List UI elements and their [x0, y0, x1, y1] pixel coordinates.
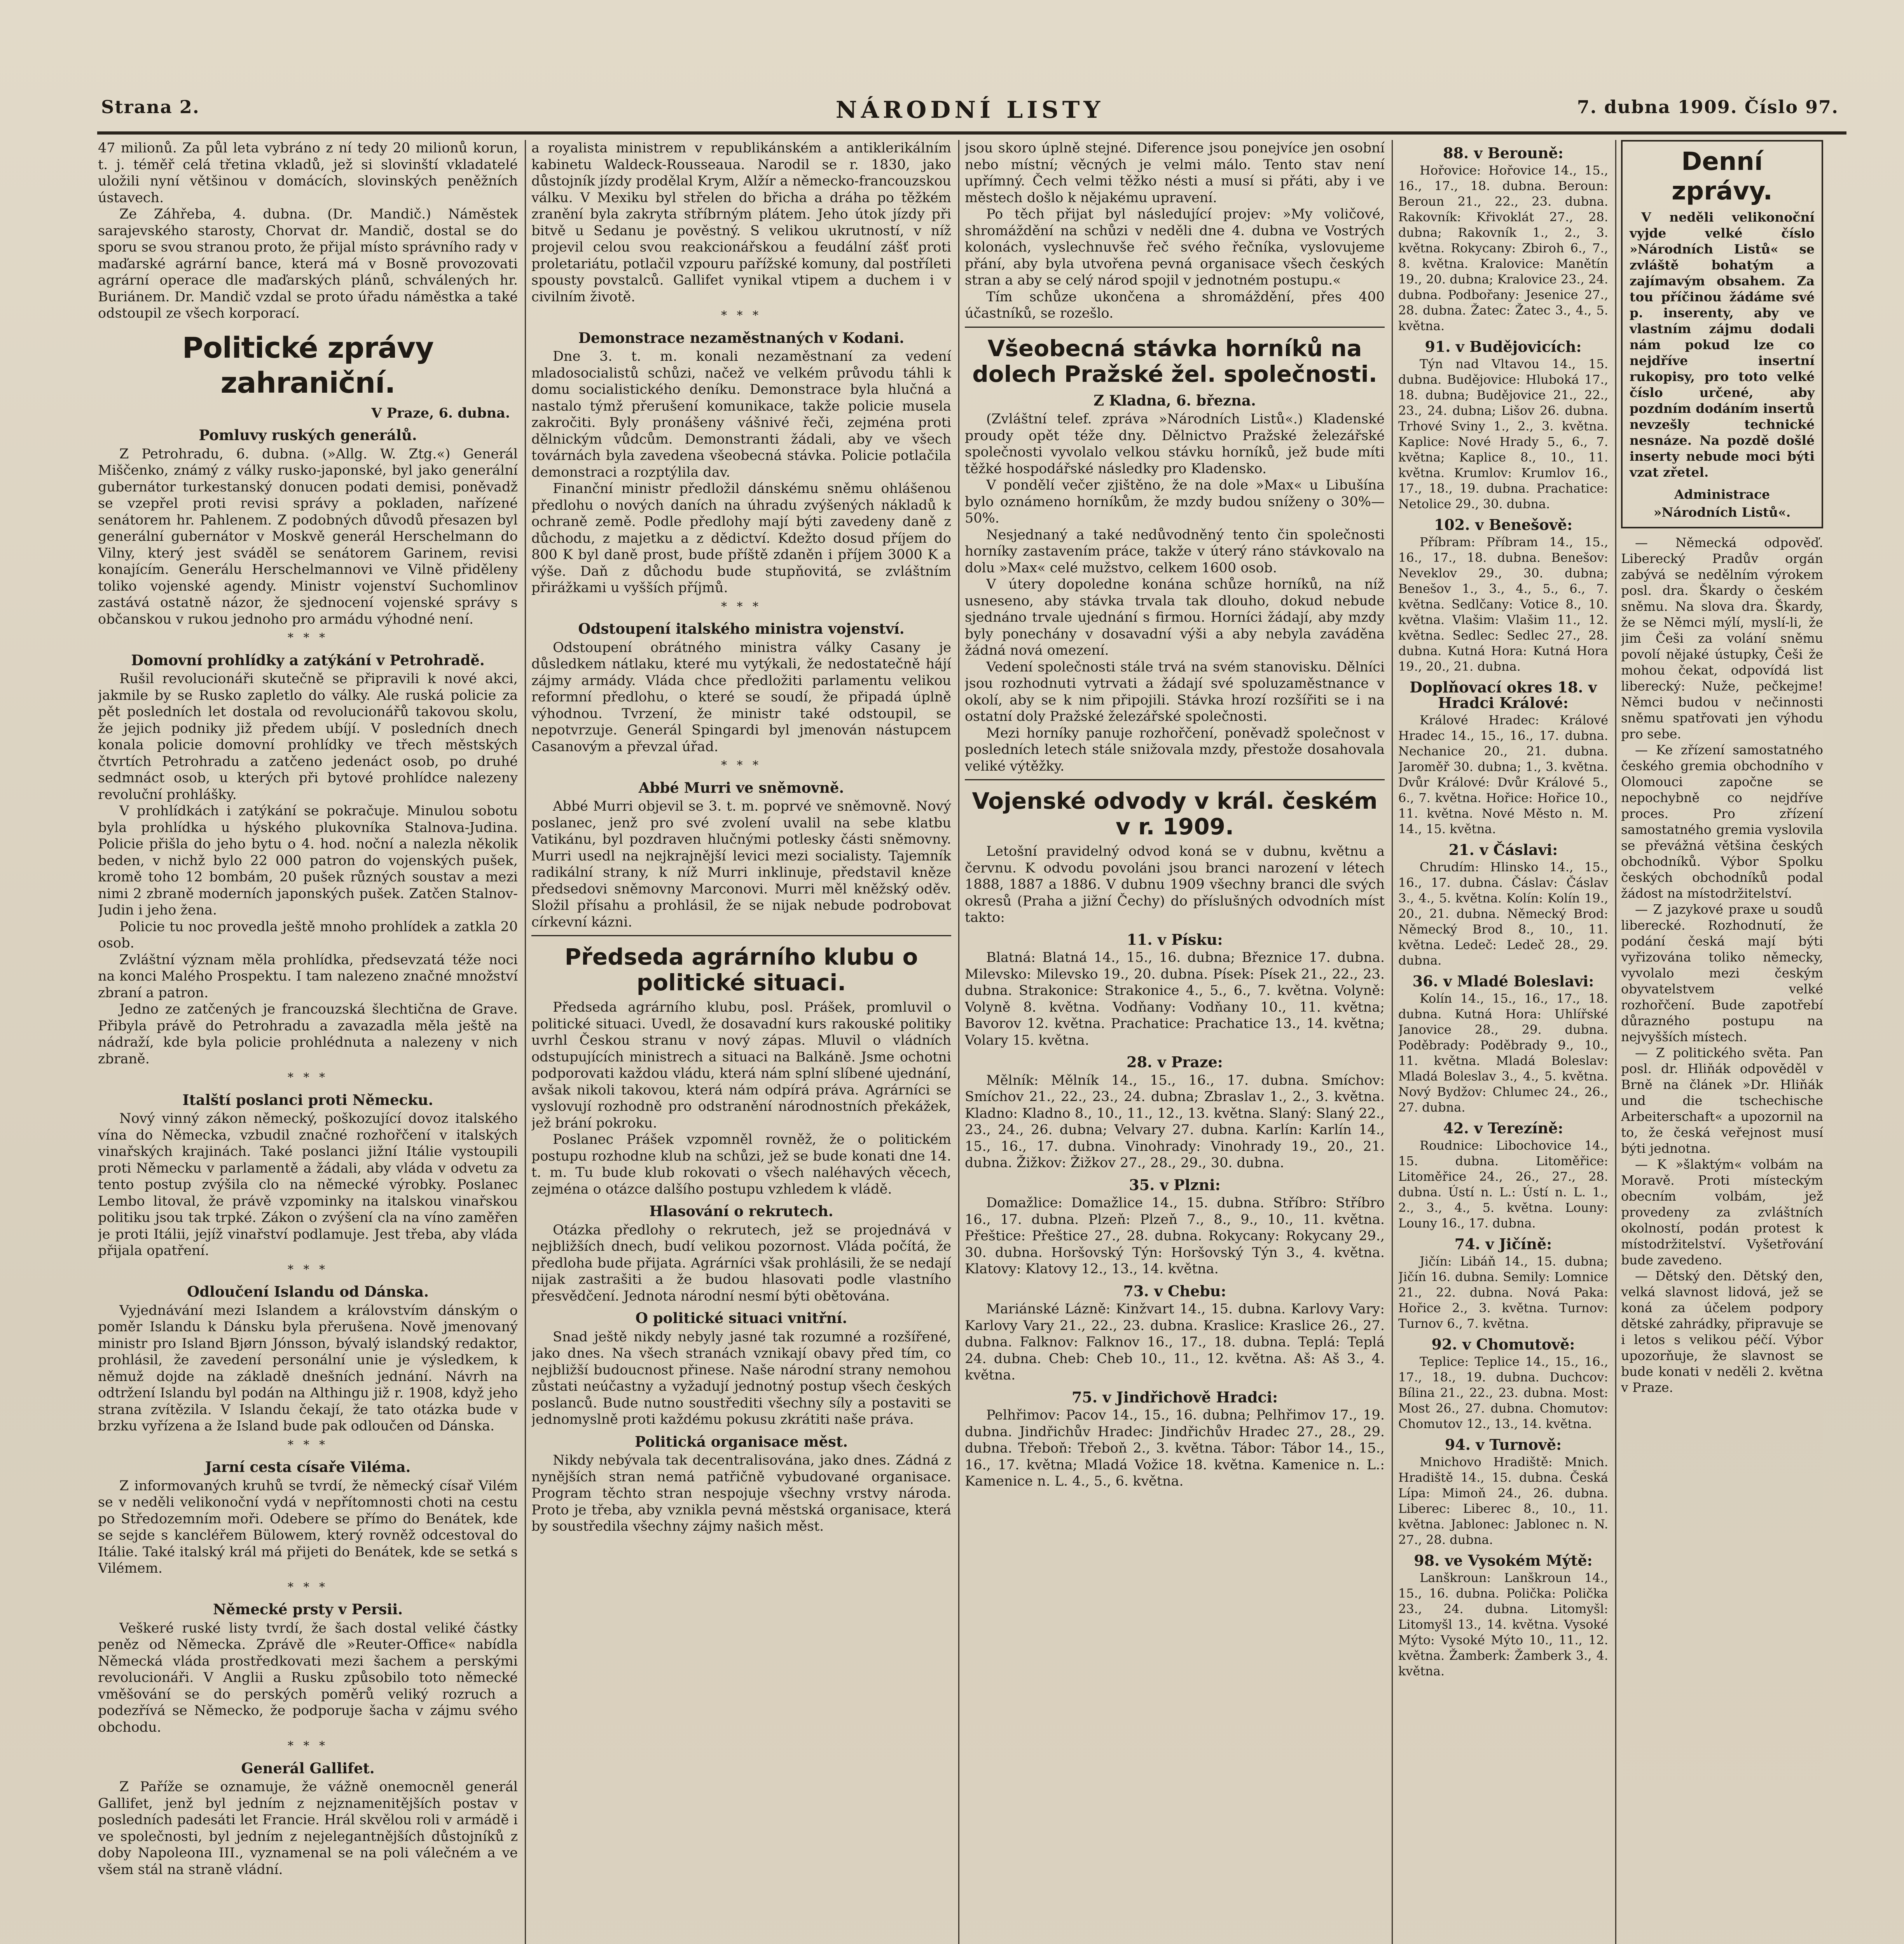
news-item: — Ke zřízení samostatného českého gremia obchodního v Olomouci započne se nepochybně co nejdříve proces. Pro zřízení samostatného gremia vyslovila se převážná většina českých obchodníků. Výbor Spolku českých obchodníků podal žádost na místodržitelství.	[1621, 742, 1823, 901]
article-heading: Německé prsty v Persii.	[213, 1601, 403, 1618]
article-text: Letošní pravidelný odvod koná se v dubnu, květnu a červnu. K odvodu povoláni jsou branci narození v létech 1888, 1887 a 1886. V dubnu 1909 všechny branci dle svých okresů (Praha a jižní Čechy) do příslušných odvodních míst takto:	[965, 844, 1385, 925]
separator: * * *	[287, 1071, 328, 1084]
article-heading: Italští poslanci proti Německu.	[182, 1091, 433, 1108]
article-heading-large: Všeobecná stávka horníků na dolech Pražské žel. společnosti.	[972, 335, 1377, 387]
district-heading: 102. v Benešově:	[1434, 516, 1573, 533]
article-text: Policie tu noc provedla ještě mnoho prohlídek a zatkla 20 osob.	[98, 919, 518, 951]
district-schedule: Kolín 14., 15., 16., 17., 18. dubna. Kutná Hora: Uhlířské Janovice 28., 29. dubna. Poděbrady: Poděbrady 9., 10., 11. května. Mladá Boleslav: Mladá Boleslav 3., 4., 5. května. Nový Bydžov: Chlumec 24., 26., 27. dubna.	[1398, 991, 1608, 1115]
district-schedule: Pelhřimov: Pacov 14., 15., 16. dubna; Pelhřimov 17., 19. dubna. Jindřichův Hradec: Jindřichův Hradec 27., 28., 29. dubna. Třeboň: Třeboň 2., 3. května. Tábor: Tábor 14., 15., 16., 17. května; Mladá Vožice 18. května. Kamenice n. L.: Kamenice n. L. 4., 5., 6. května.	[965, 1407, 1385, 1489]
news-item: — K »šlaktým« volbám na Moravě. Proti místeckým obecním volbám, jež provedeny za zvláštních okolností, podán protest k místodržitelství. Vyšetřování bude zavedeno.	[1621, 1157, 1823, 1267]
article-text: Dne 3. t. m. konali nezaměstnaní za vedení mladosocialistů schůzi, načež ve velkém průvodu táhli k domu socialistického deníku. Demonstrace byla hlučná a nastalo týmž přerušení komunikace, takže policie musela zakročiti. Byly pronášeny vášnivé řeči, zejména proti dělnickým vůdcům. Demonstranti žádali, aby ve všech továrnách byla zavedena všeobecná stávka. Policie potlačila demonstraci a rozptýlila dav.	[531, 349, 951, 480]
dateline: V Praze, 6. dubna.	[371, 405, 510, 421]
article-text: Poslanec Prášek vzpomněl rovněž, že o politickém postupu rozhodne klub na schůzi, jež se bude konati dne 14. t. m. Tu bude klub rokovati o všech naléhavých věcech, zejména o otázce dalšího postupu vzhledem k vládě.	[531, 1132, 951, 1197]
separator: * * *	[287, 1580, 328, 1594]
administration-signature	[1630, 486, 1815, 521]
separator: * * *	[287, 1739, 328, 1753]
admin-line: Administrace	[1674, 487, 1770, 502]
article-heading: Demonstrace nezaměstnaných v Kodani.	[578, 329, 905, 346]
column-2	[531, 140, 951, 1944]
daily-news-column	[1621, 140, 1823, 1944]
district-heading: 11. v Písku:	[1127, 930, 1223, 948]
column-divider	[1392, 140, 1393, 1944]
article-text: Veškeré ruské listy tvrdí, že šach dostal veliké částky peněz od Německa. Zprávě dle »Reuter-Office« nabídla Německá vláda prostředkovati mezi šachem a perskými revolucionáři. V Anglii a Rusku způsobilo toto německé vměšování se do perských poměrů veliký rozruch a podezřívá se Německo, že podporuje šacha v zájmu svého obchodu.	[98, 1620, 518, 1735]
district-heading: 98. ve Vysokém Mýtě:	[1414, 1552, 1593, 1569]
article-text: Abbé Murri objevil se 3. t. m. poprvé ve sněmovně. Nový poslanec, jenž pro své zvolení uvalil na sebe klatbu Vatikánu, byl pozdraven hlučnými potlesky části sněmovny. Murri usedl na nejkrajnější levici mezi socialisty. Tajemník radikální strany, k níž Murri inklinuje, představil kněze předsedovi sněmovny Marconovi. Murri měl kněžský oděv. Složil přísahu a prohlásil, že se nijak nebude podrobovat církevní kázni.	[531, 799, 951, 930]
district-heading: 36. v Mladé Boleslavi:	[1412, 972, 1594, 990]
district-schedule: Blatná: Blatná 14., 15., 16. dubna; Březnice 17. dubna. Milevsko: Milevsko 19., 20. dubna. Písek: Písek 21., 22., 23. dubna. Strakonice: Strakonice 4., 5., 6., 7. května. Volyně: Volyně 8. května. Vodňany: Vodňany 10., 11. května; Bavorov 12. května. Prachatice: Prachatice 13., 14. května; Volary 15. května.	[965, 950, 1385, 1048]
article-text: Předseda agrárního klubu, posl. Prášek, promluvil o politické situaci. Uvedl, že dosavadní kurs rakouské politiky uvrhl Českou stranu v nový zápas. Mluvil o vládních odstupujících ministrech a situaci na Balkáně. Jsme ochotni podporovati každou vládu, která nám splní slíbené ujednání, avšak nikoli takovou, která nám odpírá práva. Agrárníci se vyslovují rozhodně pro odstranění národnostních překážek, jež brání pokroku.	[531, 1000, 951, 1131]
article-heading: Odstoupení italského ministra vojenství.	[578, 620, 905, 637]
district-heading: 92. v Chomutově:	[1431, 1336, 1575, 1353]
column-divider	[1615, 140, 1616, 1944]
article-text: Jedno ze zatčených je francouzská šlechtična de Grave. Přibyla právě do Petrohradu a zavazadla měla ještě na nádraží, kde byla policie prohlédnuta a nalezeny v nich zbraně.	[98, 1002, 518, 1067]
column-divider	[525, 140, 526, 1944]
separator: * * *	[287, 1262, 328, 1276]
article-text: 47 milionů. Za půl leta vybráno z ní tedy 20 milionů korun, t. j. téměř celá třetina vkladů, jež si slovinští vkladatelé uložili nyní většinou v domácích, slovinských peněžních ústavech.	[98, 140, 518, 206]
article-text: V pondělí večer zjištěno, že na dole »Max« u Libušína bylo oznámeno horníkům, že mzdy budou sníženy o 30%—50%.	[965, 477, 1385, 526]
separator: * * *	[287, 1438, 328, 1452]
article-heading: Odloučení Islandu od Dánska.	[187, 1283, 429, 1300]
article-heading: Domovní prohlídky a zatýkání v Petrohradě.	[131, 651, 485, 669]
article-heading: Abbé Murri ve sněmovně.	[638, 779, 844, 796]
separator: * * *	[287, 631, 328, 645]
article-text: Tím schůze ukončena a shromáždění, přes 400 účastníků, se rozešlo.	[965, 289, 1385, 321]
divider	[531, 935, 951, 936]
district-schedule: Králové Hradec: Králové Hradec 14., 15., 16., 17. dubna. Nechanice 20., 21. dubna. Jaroměř 30. dubna; 1., 3. května. Dvůr Králové: Dvůr Králové 5., 6., 7. května. Hořice: Hořice 10., 11. května. Nové Město n. M. 14., 15. května.	[1398, 713, 1608, 836]
district-schedule: Chrudím: Hlinsko 14., 15., 16., 17. dubna. Čáslav: Čáslav 3., 4., 5. května. Kolín: Kolín 19., 20., 21. dubna. Německý Brod: Německý Brod 8., 10., 11. května. Ledeč: Ledeč 28., 29. dubna.	[1398, 860, 1608, 968]
column-divider	[958, 140, 959, 1944]
article-heading: Pomluvy ruských generálů.	[199, 427, 417, 444]
district-schedule: Domažlice: Domažlice 14., 15. dubna. Stříbro: Stříbro 16., 17. dubna. Plzeň: Plzeň 7., 8., 9., 10., 11. května. Přeštice: Přeštice 27., 28. dubna. Rokycany: Rokycany 29., 30. dubna. Horšovský Týn: Horšovský Týn 3., 4. května. Klatovy: Klatovy 12., 13., 14. května.	[965, 1195, 1385, 1277]
district-schedule: Týn nad Vltavou 14., 15. dubna. Budějovice: Hluboká 17., 18. dubna; Budějovice 21., 22., 23., 24. dubna; Lišov 26. dubna. Trhové Sviny 1., 2., 3. května. Kaplice: Nové Hrady 5., 6., 7. května; Kaplice 8., 10., 11. května. Krumlov: Krumlov 16., 17., 18., 19. dubna. Prachatice: Netolice 29., 30. dubna.	[1398, 357, 1608, 511]
column-1	[98, 140, 518, 1944]
district-schedule: Teplice: Teplice 14., 15., 16., 17., 18., 19. dubna. Duchcov: Bílina 21., 22., 23. dubna. Most: Most 26., 27. dubna. Chomutov: Chomutov 12., 13., 14. května.	[1398, 1354, 1608, 1431]
article-heading: Jarní cesta císaře Viléma.	[205, 1458, 411, 1475]
district-schedule: Lanškroun: Lanškroun 14., 15., 16. dubna. Polička: Polička 23., 24. dubna. Litomyšl: Litomyšl 13., 14. května. Vysoké Mýto: Vysoké Mýto 10., 11., 12. května. Žamberk: Žamberk 3., 4. května.	[1398, 1570, 1608, 1678]
news-item: — Z jazykové praxe u soudů liberecké. Rozhodnutí, že podání česká mají býti vyřizována toliko německy, vyvolalo mezi českým obyvatelstvem velké rozhořčení. Bude zapotřebí důrazného postupu na nejvyšších místech.	[1621, 902, 1823, 1044]
district-schedule: Jičín: Libáň 14., 15. dubna; Jičín 16. dubna. Semily: Lomnice 21., 22. dubna. Nová Paka: Hořice 2., 3. května. Turnov: Turnov 6., 7. května.	[1398, 1254, 1608, 1331]
district-heading: Doplňovací okres 18. v Hradci Králové:	[1410, 678, 1597, 712]
article-text: Finanční ministr předložil dánskému sněmu ohlášenou předlohu o nových daních na úhradu zvýšených nákladů k ochraně země. Podle předlohy mají býti zavedeny daně z důchodu, z majetku a z dědictví. Kdežto dosud příjem do 800 K byl daně prost, bude příště zdaněn i příjem 3000 K a výše. Daň z důchodu bude stupňovitá, se zvláštním přirážkami u vyšších příjmů.	[531, 481, 951, 596]
article-text: Nový vinný zákon německý, poškozující dovoz italského vína do Německa, vzbudil značné rozhořčení v italských vinařských krajinách. Také poslanci jižní Itálie vystoupili proti Německu v parlamentě a žádali, aby vláda v odvetu za tento postup zvýšila clo na německé výrobky. Poslanec Lembo litoval, že právě vzpominky na italskou vinařskou politiku jsou tak trpké. Zákon o zvýšení cla na víno zaměřen je proti Itálii, jejíž vinařství podlamuje. Jest třeba, aby vláda přijala opatření.	[98, 1111, 518, 1259]
article-text: Nesjednaný a také nedůvodněný tento čin společnosti horníky zastavením práce, takže v úterý ráno stávkovalo na dolu »Max« celé mužstvo, celkem 1600 osob.	[965, 527, 1385, 576]
separator: * * *	[721, 759, 762, 772]
divider	[965, 779, 1385, 780]
district-heading: 35. v Plzni:	[1129, 1176, 1221, 1194]
article-text: Po těch přijat byl následující projev: »My voličové, shromáždění na schůzi v neděli dne 4. dubna ve Vostrých kolonách, vyslechnuvše řeč svého řečníka, vyslovujeme přání, aby byla utvořena pevná organisace všech českých stran a aby se celý národ spojil v jednotném postupu.«	[965, 206, 1385, 288]
issue-date: 7. dubna 1909. Číslo 97.	[1577, 96, 1839, 117]
article-text: V útery dopoledne konána schůze horníků, na níž usneseno, aby stávka trvala tak dlouho, dokud nebude sjednáno trvale ujednání s firmou. Horníci žádají, aby mzdy byly ponechány v dosavadní výši a aby nebyla zaváděna žádná nová omezení.	[965, 577, 1385, 658]
divider	[965, 327, 1385, 328]
article-heading-large: Předseda agrárního klubu o politické situaci.	[564, 944, 918, 996]
separator: * * *	[721, 309, 762, 322]
district-heading: 75. v Jindřichově Hradci:	[1071, 1388, 1278, 1406]
district-schedule: Hořovice: Hořovice 14., 15., 16., 17., 18. dubna. Beroun: Beroun 21., 22., 23. dubna. Rakovník: Křivoklát 27., 28. dubna; Rakovník 1., 2., 3. května. Rokycany: Zbiroh 6., 7., 8. května. Kralovice: Manětín 19., 20. dubna; Kralovice 23., 24. dubna. Podbořany: Jesenice 27., 28. dubna. Žatec: Žatec 3., 4., 5. května.	[1398, 163, 1608, 333]
article-text: Rušil revolucionáři skutečně se připravili k nové akci, jakmile by se Rusko zapletlo do války. Ale ruská policie za pět posledních let dostala od revolucionářů takovou skolu, že jejich podniky již předem ubíjí. V posledních dnech konala policie domovní prohlídky ve třech městských čtvrtích Petrohradu a zatčeno jedenáct osob, po druhé sedmnáct osob, u kterých při bytové prohlídce nalezeny revoluční prohlášky.	[98, 671, 518, 802]
district-heading: 28. v Praze:	[1127, 1053, 1223, 1071]
district-schedule: Příbram: Příbram 14., 15., 16., 17., 18. dubna. Benešov: Neveklov 29., 30. dubna; Benešov 1., 3., 4., 5., 6., 7. května. Sedlčany: Votice 8., 10. května. Vlašim: Vlašim 11., 12. května. Sedlec: Sedlec 27., 28. dubna. Kutná Hora: Kutná Hora 19., 20., 21. dubna.	[1398, 535, 1608, 674]
article-text: Odstoupení obrátného ministra války Casany je důsledkem nátlaku, které mu vytýkali, že nedostatečně hájí zájmy armády. Vláda chce předložiti parlamentu velikou reformní předlohu, o které se soudí, že připadá úplně výhodnou. Tvrzení, že ministr také odstoupil, se nepotvrzuje. Generál Spingardi byl jmenován nástupcem Casanovým a převzal úřad.	[531, 640, 951, 755]
article-text: Mezi horníky panuje rozhořčení, poněvadž společnost v posledních letech stále snižovala mzdy, přestože dosahovala veliké výtěžky.	[965, 725, 1385, 774]
announcement-text: V neděli velikonoční vyjde velké číslo »Národních Listů« se zvláště bohatým a zajímavým obsahem. Za tou příčinou žádáme své p. inserenty, aby ve vlastním zájmu dodali nám pokud lze co nejdříve insertní rukopisy, pro toto velké číslo určené, aby pozdním dodáním insertů nevzešly technické nesnáze. Na pozdě došlé inserty nebude moci býti vzat zřetel.	[1630, 210, 1815, 480]
district-heading: 91. v Budějovicích:	[1425, 338, 1582, 355]
news-item: — Z politického světa. Pan posl. dr. Hliňák odpověděl v Brně na článek »Dr. Hliňák und die tschechische Arbeiterschaft« a upozornil na to, že česká veřejnost musí býti jednotna.	[1621, 1045, 1823, 1156]
article-text: Vyjednávání mezi Islandem a královstvím dánským o poměr Islandu k Dánsku byla přerušena. Nově jmenovaný ministr pro Island Bjørn Jónsson, bývalý islandský redaktor, prohlásil, že zavedení personální unie je výsledkem, k němuž dojde na základě dnešních jednání. Návrh na odtržení Islandu byl podán na Althingu již r. 1908, když jeho strana zvítězila. V Islandu čekají, že tato otázka bude v brzku vyřízena a že Island bude pak odloučen od Dánska.	[98, 1302, 518, 1434]
article-text: Zvláštní význam měla prohlídka, předsevzatá téže noci na konci Malého Prospektu. I tam nalezeno značné množství zbraní a patron.	[98, 952, 518, 1001]
article-text: Otázka předlohy o rekrutech, jež se projednává v nejbližších dnech, budí velikou pozornost. Vláda počítá, že předloha bude přijata. Agrárníci však prohlásili, že se nedají nijak zastrašiti a že budou hlasovati podle vlastního přesvědčení. Jednota národní nesmí býti obětována.	[531, 1222, 951, 1304]
column-3	[965, 140, 1385, 1944]
column-4	[1398, 140, 1608, 1944]
district-heading: 88. v Berouně:	[1443, 144, 1563, 162]
daily-news-title: Denní zprávy.	[1672, 147, 1773, 206]
district-heading: 21. v Čáslavi:	[1448, 841, 1558, 858]
page-number: Strana 2.	[101, 96, 200, 117]
article-heading-large: Vojenské odvody v král. českém v r. 1909.	[972, 788, 1378, 840]
district-heading: 74. v Jičíně:	[1454, 1235, 1552, 1253]
news-item: — Německá odpověď. Liberecký Pradův orgán zabývá se nedělním výrokem posl. dra. Škardy o českém sněmu. Na slova dra. Škardy, že se Němci mýlí, myslí-li, že jim Češi za volání sněmu povolí nějaké ústupky, Češi že mohou čekat, odpovídá list liberecký: Nuže, pečkejme! Němci budou v nečinnosti sněmu spatřovati jen výhodu pro sebe.	[1621, 535, 1823, 741]
district-schedule: Mariánské Lázně: Kinžvart 14., 15. dubna. Karlovy Vary: Karlovy Vary 21., 22., 23. dubna. Kraslice: Kraslice 26., 27. dubna. Falknov: Falknov 16., 17., 18. dubna. Teplá: Teplá 24. dubna. Cheb: Cheb 10., 11., 12. května. Aš: Aš 3., 4. května.	[965, 1301, 1385, 1383]
article-text: a royalista ministrem v republikánském a antiklerikálním kabinetu Waldeck-Rousseaua. Narodil se r. 1830, jako důstojník jízdy prodělal Krym, Alžír a německo-francouzskou válku. V Mexiku byl střelen do břicha a dráha po těžkém zranění byla zakryta stříbrným plátem. Jeho útok jízdy při bitvě u Sedanu je pověstný. S velikou ukrutností, v níž projevil celou svou reakcionářskou a feudální zášť proti proletariátu, potlačil vzpouru pařížské komuny, dal postříleti spousty povstalců. Gallifet vynikal vtipem a duchem i v civilním životě.	[531, 140, 951, 305]
district-heading: 73. v Chebu:	[1123, 1282, 1226, 1300]
article-text: Z Paříže se oznamuje, že vážně onemocněl generál Gallifet, jenž byl jedním z nejznamenitějších postav v posledních padesáti let Francie. Hrál skvělou roli v armádě i ve společnosti, byl jedním z nejelegantnějších důstojníků z doby Napoleona III., vyznamenal se na poli válečném a ve všem stál na straně vládní.	[98, 1779, 518, 1878]
article-text: Snad ještě nikdy nebyly jasné tak rozumné a rozšířené, jako dnes. Na všech stranách vznikají obavy před tím, co nejbližší budoucnost přinese. Naše národní strany nemohou zůstati neúčastny a vyžadují jednotný postup všech českých poslanců. Bude nutno soustřediti všechny síly a postaviti se jednomyslně proti každému pokusu zkrátiti naše práva.	[531, 1329, 951, 1427]
header-rule	[97, 131, 1846, 135]
district-schedule: Roudnice: Libochovice 14., 15. dubna. Litoměřice: Litoměřice 24., 26., 27., 28. dubna. Ústí n. L.: Ústí n. L. 1., 2., 3., 4., 5. května. Louny: Louny 16., 17. dubna.	[1398, 1138, 1608, 1231]
district-schedule: Mělník: Mělník 14., 15., 16., 17. dubna. Smíchov: Smíchov 21., 22., 23., 24. dubna; Zbraslav 1., 2., 3. května. Kladno: Kladno 8., 10., 11., 12., 13. května. Slaný: Slaný 22., 23., 24., 26. dubna; Velvary 27. dubna. Karlín: Karlín 14., 15., 16., 17. dubna. Vinohrady: Vinohrady 19., 20., 21. dubna. Žižkov: Žižkov 27., 28., 29., 30. dubna.	[965, 1072, 1385, 1171]
article-heading: O politické situaci vnitřní.	[635, 1309, 847, 1327]
article-text: Vedení společnosti stále trvá na svém stanovisku. Dělníci jsou rozhodnuti vytrvati a žádají své spoluzaměstnance v okolí, aby se k nim připojili. Stávka hrozí rozšířiti se i na ostatní doly Pražské železářské společnosti.	[965, 659, 1385, 724]
article-text: (Zvláštní telef. zpráva »Národních Listů«.) Kladenské proudy opět téže dny. Dělnictvo Pražské železářské společnosti vyvolalo velkou stávku horníků, jež bude míti těžké hospodářské následky pro Kladensko.	[965, 411, 1385, 477]
article-text: Nikdy nebývala tak decentralisována, jako dnes. Zádná z nynějších stran nemá patřičně vybudované organisace. Program těchto stran nespojuje všechny vrstvy národa. Proto je třeba, aby vznikla pevná městská organisace, která by soustředila všechny zájmy našich měst.	[531, 1453, 951, 1534]
article-heading: Hlasování o rekrutech.	[649, 1203, 833, 1220]
news-item: — Dětský den. Dětský den, velká slavnost lidová, jež se koná za účelem podpory dětské zahrádky, připravuje se i letos s velikou péčí. Výbor upozorňuje, že slavnost se bude konati v neděli 2. května v Praze.	[1621, 1268, 1823, 1395]
admin-line: »Národních Listů«.	[1653, 505, 1791, 520]
article-text: jsou skoro úplně stejné. Diference jsou ponejvíce jen osobní nebo místní; věcných je velmi málo. Tento stav není upřímný. Čech velmi těžko nésti a musí si přáti, aby i ve městech došlo k nějakému upravení.	[965, 140, 1385, 206]
running-header	[101, 93, 1839, 132]
article-text: Ze Záhřeba, 4. dubna. (Dr. Mandič.) Náměstek sarajevského starosty, Chorvat dr. Mandič, dostal se do sporu se svou stranou proto, že přijal místo správního rady v maďarské agrární bance, která má v Bosně provozovati agrární operace dle maďarských plánů, schválených hr. Buriánem. Dr. Mandič vzdal se proto úřadu náměstka a také odstoupil ze všech korporací.	[98, 206, 518, 321]
masthead-title: NÁRODNÍ LISTY	[835, 96, 1104, 124]
district-heading: 94. v Turnově:	[1445, 1436, 1562, 1453]
article-text: Z Petrohradu, 6. dubna. (»Allg. W. Ztg.«) Generál Miščenko, známý z války rusko-japonské, byl jako generální gubernátor turkestanský donucen podati demisi, poněvadž se vzepřel proti revisi správy a pokladen, nařízené senátorem hr. Pahlenem. Z podobných důvodů přesazen byl generální gubernátor v Moskvě generál Herschelmann do Vilny, který jest sváděl se senátorem Garinem, revisi konajícím. Generálu Herschelmannovi ve Vilně přiděleny toliko vojenské agendy. Ministr vojenství Suchomlinov zastává ostatně názor, že sjednocení vojenské správy s občanskou v rukou jednoho pro armádu výhodné není.	[98, 446, 518, 627]
district-heading: 42. v Terezíně:	[1443, 1119, 1563, 1137]
section-heading: Politické zprávy zahraniční.	[182, 331, 434, 400]
dateline: Z Kladna, 6. března.	[1093, 392, 1256, 409]
separator: * * *	[721, 600, 762, 614]
article-heading: Generál Gallifet.	[241, 1759, 375, 1777]
article-heading: Politická organisace měst.	[634, 1433, 848, 1450]
announcement-box	[1621, 140, 1823, 528]
article-text: Z informovaných kruhů se tvrdí, že německý císař Vilém se v neděli velikonoční vydá v nepřítomnosti choti na cestu po Středozemním moři. Odebere se přímo do Benátek, kde se sejde s kancléřem Bülowem, který rovněž odcestoval do Itálie. Také italský král má přijeti do Benátek, kde se setká s Vilémem.	[98, 1478, 518, 1576]
article-text: V prohlídkách i zatýkání se pokračuje. Minulou sobotu byla prohlídka u hýského plukovníka Stalnova-Judina. Policie přišla do jeho bytu o 4. hod. noční a nalezla několik beden, v nichž bylo 22 000 patron do vojenských pušek, kromě toho 12 bombám, 20 pušek různých soustav a mezi nimi 2 zbraně moderních japonských pušek. Zatčen Stalnov-Judin i jeho žena.	[98, 803, 518, 918]
district-schedule: Mnichovo Hradiště: Mnich. Hradiště 14., 15. dubna. Česká Lípa: Mimoň 24., 26. dubna. Liberec: Liberec 8., 10., 11. května. Jablonec: Jablonec n. N. 27., 28. dubna.	[1398, 1455, 1608, 1547]
